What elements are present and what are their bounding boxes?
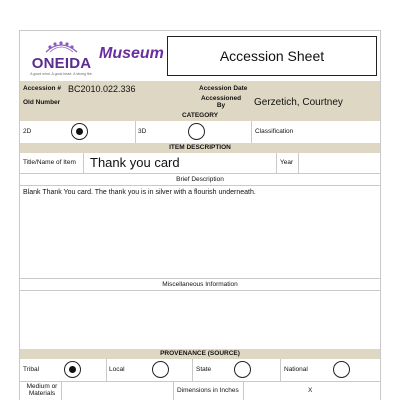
provenance-national-label: National bbox=[284, 366, 308, 373]
divider bbox=[135, 121, 136, 143]
misc-info-area[interactable] bbox=[20, 291, 380, 349]
divider bbox=[251, 121, 252, 143]
divider bbox=[192, 359, 193, 381]
provenance-local-radio[interactable] bbox=[152, 361, 169, 378]
brief-description-label: Brief Description bbox=[176, 176, 224, 183]
category-2d-label: 2D bbox=[23, 128, 32, 135]
divider bbox=[298, 153, 299, 173]
provenance-national-radio[interactable] bbox=[333, 361, 350, 378]
category-3d-radio[interactable] bbox=[188, 123, 205, 140]
brief-description-area[interactable] bbox=[20, 186, 380, 278]
category-2d-radio[interactable] bbox=[71, 123, 88, 140]
accession-info-block bbox=[20, 81, 380, 111]
divider bbox=[20, 173, 380, 174]
misc-info-label: Miscellaneous Information bbox=[162, 281, 238, 288]
provenance-heading: PROVENANCE (SOURCE) bbox=[20, 349, 380, 359]
logo-brand-text: ONEIDA bbox=[31, 55, 92, 72]
year-label: Year bbox=[280, 159, 294, 166]
oneida-logo bbox=[24, 39, 99, 79]
item-description-heading: ITEM DESCRIPTION bbox=[20, 143, 380, 153]
divider bbox=[61, 382, 62, 400]
provenance-tribal-label: Tribal bbox=[23, 366, 40, 373]
medium-label: Medium or Materials bbox=[26, 383, 58, 397]
museum-label: Museum bbox=[99, 45, 164, 62]
classification-label: Classification bbox=[255, 128, 294, 135]
divider bbox=[280, 359, 281, 381]
accessioned-by-label: Accessioned By bbox=[200, 95, 242, 109]
accession-sheet bbox=[19, 30, 381, 400]
provenance-tribal-radio[interactable] bbox=[64, 361, 81, 378]
accession-number-label: Accession # bbox=[23, 85, 61, 92]
provenance-row bbox=[20, 359, 380, 381]
sheet-title: Accession Sheet bbox=[219, 48, 325, 64]
divider bbox=[276, 153, 277, 173]
sheet-header bbox=[20, 31, 380, 81]
provenance-state-label: State bbox=[196, 366, 212, 373]
item-title-label: Title/Name of Item bbox=[23, 159, 76, 166]
medium-dimensions-row bbox=[20, 382, 380, 400]
category-heading: CATEGORY bbox=[20, 111, 380, 121]
accession-date-label: Accession Date bbox=[199, 85, 248, 92]
divider bbox=[83, 153, 84, 173]
sheet-title-box bbox=[167, 36, 377, 76]
accession-number-field[interactable]: BC2010.022.336 bbox=[68, 84, 136, 94]
dimensions-label: Dimensions in Inches bbox=[177, 387, 239, 394]
item-title-field[interactable]: Thank you card bbox=[90, 155, 180, 170]
divider bbox=[106, 359, 107, 381]
logo-tagline: A good mind. A good heart. A strong fire. bbox=[30, 72, 93, 76]
divider bbox=[20, 278, 380, 279]
item-title-row bbox=[20, 153, 380, 173]
divider bbox=[243, 382, 244, 400]
category-3d-label: 3D bbox=[138, 128, 147, 135]
old-number-label: Old Number bbox=[23, 99, 61, 106]
divider bbox=[173, 382, 174, 400]
brief-description-text: Blank Thank You card. The thank you is in silver with a flourish underneath. bbox=[23, 189, 256, 196]
oneida-logo-emblem-icon bbox=[24, 39, 99, 55]
accessioned-by-field[interactable]: Gerzetich, Courtney bbox=[254, 97, 343, 108]
dimensions-x-separator: X bbox=[308, 387, 313, 394]
category-row bbox=[20, 121, 380, 143]
provenance-local-label: Local bbox=[109, 366, 125, 373]
provenance-state-radio[interactable] bbox=[234, 361, 251, 378]
